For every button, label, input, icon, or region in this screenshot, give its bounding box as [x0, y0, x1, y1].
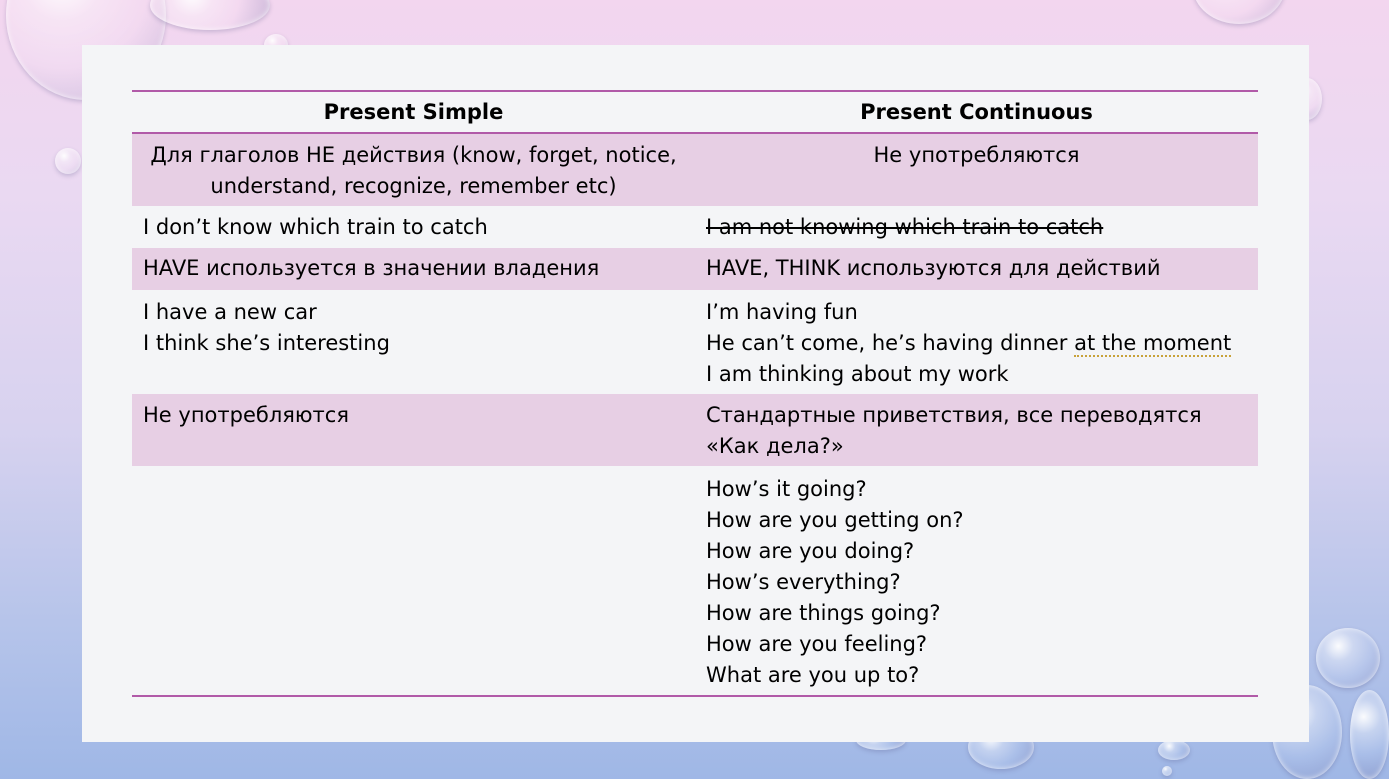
not-used-cell: Не употребляются	[873, 143, 1080, 167]
list-item: How are things going?	[706, 601, 941, 625]
list-item: How’s it going?	[706, 477, 867, 501]
table-row	[132, 206, 1258, 248]
stative-verbs-cell: Для глаголов НЕ действия (know, forget, notice, understand, recognize, remember etc)	[150, 143, 677, 198]
decorative-bubble	[1193, 0, 1285, 24]
example-cell: I have a new car I think she’s interesting	[143, 300, 390, 355]
decorative-bubble	[1158, 740, 1190, 760]
spellcheck-underline: at the moment	[1074, 331, 1232, 355]
decorative-bubble	[1316, 628, 1380, 688]
decorative-bubble	[1162, 766, 1172, 776]
empty-cell	[132, 466, 695, 695]
table-row	[132, 290, 1258, 394]
grammar-table	[132, 90, 1258, 697]
greetings-rule-cell: Стандартные приветствия, все переводятся «Как дела?»	[706, 403, 1202, 458]
table-row	[132, 394, 1258, 466]
decorative-bubble	[150, 0, 270, 30]
rule-cell: HAVE, THINK используются для действий	[706, 256, 1161, 280]
list-item: How are you doing?	[706, 539, 915, 563]
decorative-bubble	[1350, 690, 1389, 779]
list-item: How are you getting on?	[706, 508, 964, 532]
table-row	[132, 248, 1258, 290]
incorrect-example-cell	[695, 206, 1258, 248]
list-item: What are you up to?	[706, 663, 920, 687]
list-item: How’s everything?	[706, 570, 901, 594]
greetings-list-cell	[695, 466, 1258, 695]
strikethrough-text: I am not knowing which train to catch	[706, 215, 1104, 239]
table-row	[132, 466, 1258, 695]
list-item: How are you feeling?	[706, 632, 928, 656]
header-present-continuous: Present Continuous	[860, 100, 1093, 124]
decorative-bubble	[55, 148, 81, 174]
table-row	[132, 134, 1258, 206]
not-used-cell: Не употребляются	[143, 403, 349, 427]
slide-panel	[82, 45, 1309, 742]
rule-cell: HAVE используется в значении владения	[143, 256, 600, 280]
header-present-simple: Present Simple	[323, 100, 504, 124]
table-header-row	[132, 92, 1258, 134]
example-cell: I don’t know which train to catch	[143, 215, 488, 239]
example-cell: I’m having fun He can’t come, he’s having dinner at the moment I am thinking about my work	[706, 300, 1232, 386]
